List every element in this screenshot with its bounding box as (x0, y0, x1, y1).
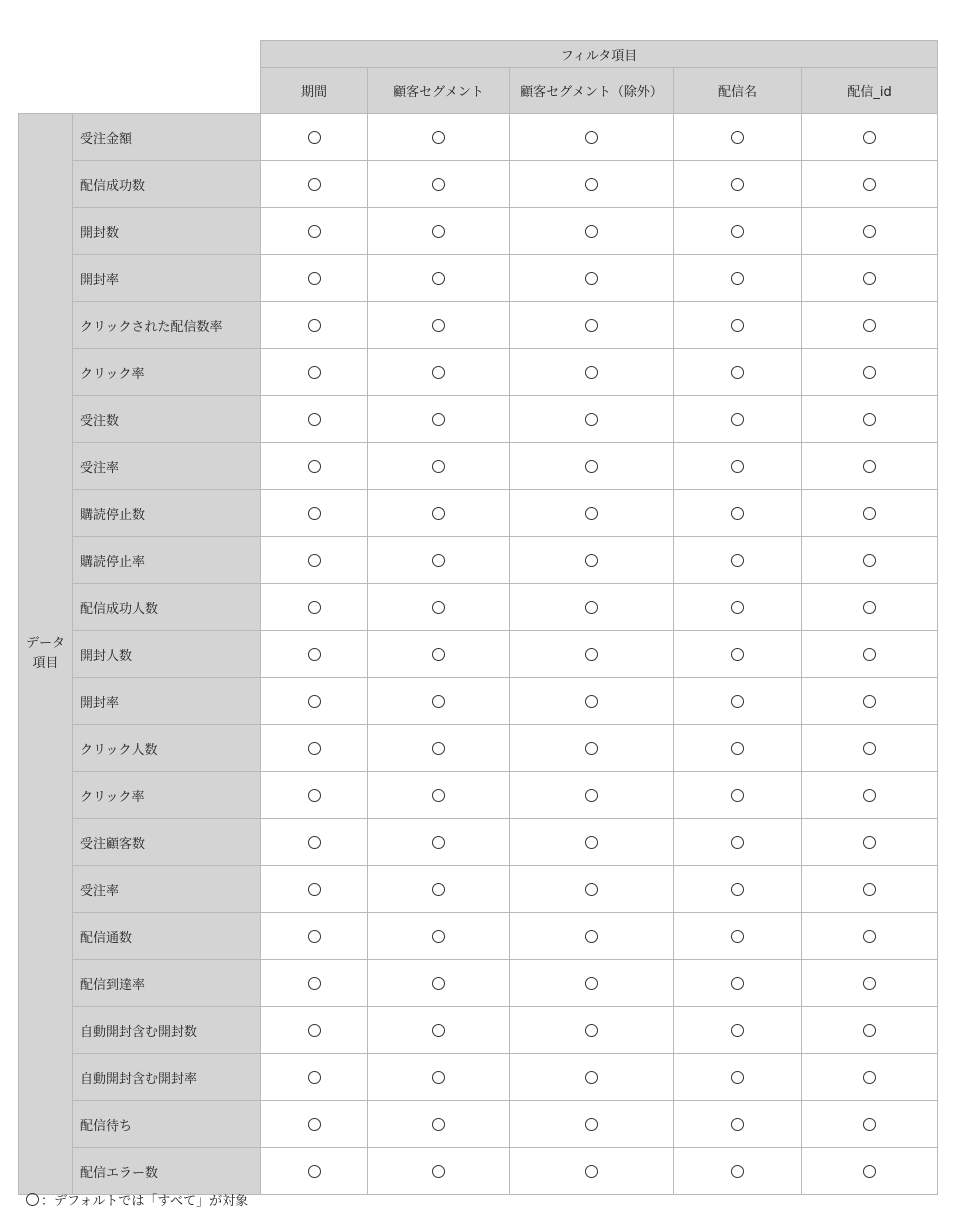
circle-icon (585, 272, 598, 285)
matrix-cell (261, 349, 368, 396)
circle-icon (863, 648, 876, 661)
table-row (19, 913, 938, 960)
matrix-cell (674, 1148, 802, 1195)
circle-icon (585, 883, 598, 896)
circle-icon (308, 225, 321, 238)
circle-icon (432, 742, 445, 755)
circle-icon (308, 366, 321, 379)
circle-icon (308, 1024, 321, 1037)
matrix-cell (368, 396, 510, 443)
circle-icon (731, 648, 744, 661)
matrix-cell (510, 443, 674, 490)
matrix-cell (674, 255, 802, 302)
matrix-cell (510, 631, 674, 678)
row-label: 受注率 (73, 443, 261, 490)
circle-icon (585, 648, 598, 661)
circle-icon (863, 1071, 876, 1084)
matrix-cell (368, 772, 510, 819)
row-label: クリック率 (73, 349, 261, 396)
circle-icon (731, 366, 744, 379)
matrix-cell (510, 1007, 674, 1054)
matrix-cell (802, 490, 938, 537)
matrix-cell (802, 584, 938, 631)
circle-icon (731, 1071, 744, 1084)
circle-icon (432, 695, 445, 708)
matrix-cell (802, 255, 938, 302)
circle-icon (308, 507, 321, 520)
table-row (19, 396, 938, 443)
circle-icon (432, 883, 445, 896)
circle-icon (432, 413, 445, 426)
circle-icon (863, 413, 876, 426)
row-label: 購読停止数 (73, 490, 261, 537)
matrix-cell (261, 161, 368, 208)
circle-icon (863, 460, 876, 473)
matrix-cell (261, 631, 368, 678)
circle-icon (863, 1024, 876, 1037)
circle-icon (585, 789, 598, 802)
circle-icon (585, 225, 598, 238)
circle-icon (731, 695, 744, 708)
circle-icon (731, 225, 744, 238)
circle-icon (432, 319, 445, 332)
circle-icon (863, 742, 876, 755)
circle-icon (731, 883, 744, 896)
circle-icon (308, 789, 321, 802)
matrix-cell (802, 208, 938, 255)
column-header-delivery-name: 配信名 (674, 68, 802, 114)
matrix-cell (674, 537, 802, 584)
matrix-cell (802, 1101, 938, 1148)
matrix-cell (802, 772, 938, 819)
column-header-segment-exclude: 顧客セグメント（除外） (510, 68, 674, 114)
matrix-cell (674, 678, 802, 725)
circle-icon (432, 1024, 445, 1037)
matrix-cell (802, 1007, 938, 1054)
matrix-cell (261, 255, 368, 302)
circle-icon (731, 1118, 744, 1131)
table-row (19, 1007, 938, 1054)
side-header-line: 項目 (32, 656, 59, 671)
matrix-cell (674, 1101, 802, 1148)
row-label: 配信エラー数 (73, 1148, 261, 1195)
table-row (19, 114, 938, 161)
matrix-cell (674, 443, 802, 490)
column-header-segment: 顧客セグメント (368, 68, 510, 114)
circle-icon (731, 554, 744, 567)
circle-icon (308, 554, 321, 567)
side-header-line: データ (25, 636, 65, 651)
table-row (19, 866, 938, 913)
circle-icon (585, 1118, 598, 1131)
table-row (19, 772, 938, 819)
circle-icon (863, 554, 876, 567)
row-label: 自動開封含む開封数 (73, 1007, 261, 1054)
matrix-cell (674, 208, 802, 255)
matrix-cell (368, 960, 510, 1007)
matrix-cell (674, 114, 802, 161)
row-label: 配信通数 (73, 913, 261, 960)
circle-icon (432, 1118, 445, 1131)
table-row (19, 208, 938, 255)
matrix-cell (674, 631, 802, 678)
circle-icon (863, 977, 876, 990)
circle-icon (308, 695, 321, 708)
matrix-cell (510, 490, 674, 537)
circle-icon (308, 460, 321, 473)
matrix-cell (368, 725, 510, 772)
footnote (26, 1190, 248, 1209)
circle-icon (432, 507, 445, 520)
matrix-cell (368, 584, 510, 631)
circle-icon (585, 977, 598, 990)
circle-icon (308, 413, 321, 426)
circle-icon (432, 1165, 445, 1178)
circle-icon (731, 836, 744, 849)
matrix-cell (802, 913, 938, 960)
circle-icon (585, 366, 598, 379)
matrix-cell (802, 960, 938, 1007)
circle-icon (731, 1024, 744, 1037)
matrix-cell (802, 537, 938, 584)
circle-icon (432, 930, 445, 943)
matrix-cell (674, 913, 802, 960)
table-row (19, 302, 938, 349)
matrix-cell (510, 960, 674, 1007)
matrix-cell (674, 161, 802, 208)
circle-icon (863, 789, 876, 802)
circle-icon (731, 789, 744, 802)
matrix-cell (802, 819, 938, 866)
circle-icon (731, 131, 744, 144)
matrix-cell (261, 208, 368, 255)
circle-icon (308, 883, 321, 896)
matrix-cell (674, 349, 802, 396)
column-header-delivery-id: 配信_id (802, 68, 938, 114)
table-row (19, 678, 938, 725)
circle-icon (308, 131, 321, 144)
filter-group-header: フィルタ項目 (261, 41, 938, 68)
matrix-cell (261, 1101, 368, 1148)
matrix-cell (368, 255, 510, 302)
circle-icon (585, 742, 598, 755)
circle-icon (432, 554, 445, 567)
table-row (19, 1054, 938, 1101)
circle-icon (585, 554, 598, 567)
circle-icon (432, 460, 445, 473)
matrix-cell (510, 349, 674, 396)
circle-icon (308, 272, 321, 285)
matrix-cell (510, 1148, 674, 1195)
matrix-cell (674, 1054, 802, 1101)
matrix-cell (674, 396, 802, 443)
matrix-cell (368, 913, 510, 960)
matrix-cell (510, 819, 674, 866)
matrix-cell (261, 537, 368, 584)
circle-icon (432, 225, 445, 238)
matrix-cell (802, 1054, 938, 1101)
matrix-cell (674, 772, 802, 819)
matrix-cell (510, 114, 674, 161)
matrix-cell (261, 490, 368, 537)
matrix-cell (368, 1007, 510, 1054)
matrix-cell (510, 772, 674, 819)
row-label: 配信到達率 (73, 960, 261, 1007)
table-row (19, 537, 938, 584)
table-row (19, 161, 938, 208)
circle-icon (585, 413, 598, 426)
circle-icon (863, 930, 876, 943)
data-items-side-header (19, 114, 73, 1195)
row-label: クリック人数 (73, 725, 261, 772)
circle-icon (731, 272, 744, 285)
circle-icon (731, 413, 744, 426)
circle-icon (585, 1165, 598, 1178)
circle-icon (863, 1165, 876, 1178)
matrix-cell (261, 584, 368, 631)
circle-icon (731, 1165, 744, 1178)
table-row (19, 584, 938, 631)
matrix-cell (368, 161, 510, 208)
matrix-cell (261, 396, 368, 443)
circle-icon (863, 225, 876, 238)
row-label: 開封数 (73, 208, 261, 255)
matrix-cell (368, 490, 510, 537)
row-label: 受注金額 (73, 114, 261, 161)
matrix-cell (368, 208, 510, 255)
circle-icon (26, 1193, 39, 1206)
circle-icon (308, 1071, 321, 1084)
column-header-period: 期間 (261, 68, 368, 114)
matrix-cell (510, 302, 674, 349)
matrix-cell (510, 1101, 674, 1148)
circle-icon (863, 601, 876, 614)
circle-icon (585, 507, 598, 520)
circle-icon (308, 601, 321, 614)
matrix-cell (368, 537, 510, 584)
row-label: クリックされた配信数率 (73, 302, 261, 349)
matrix-cell (368, 302, 510, 349)
row-label: 受注数 (73, 396, 261, 443)
circle-icon (863, 836, 876, 849)
row-label: 受注顧客数 (73, 819, 261, 866)
matrix-cell (674, 866, 802, 913)
table-row (19, 1101, 938, 1148)
circle-icon (432, 131, 445, 144)
circle-icon (731, 319, 744, 332)
matrix-cell (510, 584, 674, 631)
circle-icon (731, 601, 744, 614)
circle-icon (432, 1071, 445, 1084)
circle-icon (585, 460, 598, 473)
matrix-cell (674, 819, 802, 866)
circle-icon (863, 366, 876, 379)
corner-blank (19, 41, 261, 114)
matrix-cell (261, 913, 368, 960)
matrix-cell (802, 1148, 938, 1195)
matrix-cell (261, 772, 368, 819)
circle-icon (863, 1118, 876, 1131)
circle-icon (585, 930, 598, 943)
table-row (19, 255, 938, 302)
table-row (19, 960, 938, 1007)
circle-icon (308, 742, 321, 755)
table-row (19, 725, 938, 772)
matrix-cell (674, 490, 802, 537)
circle-icon (432, 601, 445, 614)
matrix-cell (802, 678, 938, 725)
matrix-cell (802, 114, 938, 161)
filter-matrix-table (18, 40, 938, 1195)
row-label: 開封率 (73, 678, 261, 725)
matrix-cell (510, 678, 674, 725)
matrix-cell (802, 443, 938, 490)
circle-icon (863, 272, 876, 285)
circle-icon (731, 930, 744, 943)
row-label: 購読停止率 (73, 537, 261, 584)
circle-icon (731, 742, 744, 755)
matrix-cell (368, 1148, 510, 1195)
matrix-cell (802, 302, 938, 349)
matrix-cell (510, 161, 674, 208)
circle-icon (308, 836, 321, 849)
matrix-cell (261, 1148, 368, 1195)
matrix-cell (261, 866, 368, 913)
table-row (19, 443, 938, 490)
row-label: 自動開封含む開封率 (73, 1054, 261, 1101)
matrix-cell (674, 302, 802, 349)
matrix-cell (510, 1054, 674, 1101)
matrix-cell (261, 114, 368, 161)
matrix-cell (261, 443, 368, 490)
circle-icon (731, 460, 744, 473)
row-label: クリック率 (73, 772, 261, 819)
row-label: 配信成功人数 (73, 584, 261, 631)
circle-icon (432, 977, 445, 990)
circle-icon (308, 319, 321, 332)
matrix-cell (802, 866, 938, 913)
matrix-cell (261, 1054, 368, 1101)
circle-icon (585, 601, 598, 614)
circle-icon (308, 648, 321, 661)
circle-icon (308, 930, 321, 943)
row-label: 配信成功数 (73, 161, 261, 208)
circle-icon (863, 319, 876, 332)
row-label: 受注率 (73, 866, 261, 913)
matrix-cell (510, 725, 674, 772)
matrix-cell (368, 678, 510, 725)
matrix-cell (368, 866, 510, 913)
matrix-cell (368, 631, 510, 678)
row-label: 配信待ち (73, 1101, 261, 1148)
matrix-cell (368, 443, 510, 490)
matrix-cell (261, 960, 368, 1007)
circle-icon (308, 977, 321, 990)
circle-icon (585, 1024, 598, 1037)
circle-icon (585, 131, 598, 144)
circle-icon (585, 695, 598, 708)
matrix-cell (802, 161, 938, 208)
circle-icon (308, 1118, 321, 1131)
circle-icon (863, 131, 876, 144)
circle-icon (432, 836, 445, 849)
matrix-cell (802, 349, 938, 396)
circle-icon (308, 1165, 321, 1178)
circle-icon (432, 366, 445, 379)
matrix-cell (368, 1054, 510, 1101)
matrix-cell (510, 866, 674, 913)
matrix-cell (368, 819, 510, 866)
matrix-cell (261, 678, 368, 725)
matrix-cell (802, 631, 938, 678)
table-row (19, 349, 938, 396)
matrix-cell (674, 725, 802, 772)
matrix-cell (802, 396, 938, 443)
matrix-cell (510, 396, 674, 443)
row-label: 開封率 (73, 255, 261, 302)
row-label: 開封人数 (73, 631, 261, 678)
circle-icon (432, 272, 445, 285)
circle-icon (731, 507, 744, 520)
circle-icon (863, 178, 876, 191)
footnote-text: ：デフォルトでは「すべて」が対象 (41, 1194, 249, 1209)
circle-icon (731, 977, 744, 990)
table-row (19, 631, 938, 678)
matrix-cell (510, 208, 674, 255)
circle-icon (585, 1071, 598, 1084)
matrix-cell (368, 349, 510, 396)
matrix-cell (674, 1007, 802, 1054)
circle-icon (308, 178, 321, 191)
matrix-cell (368, 1101, 510, 1148)
circle-icon (432, 648, 445, 661)
matrix-cell (510, 537, 674, 584)
circle-icon (863, 883, 876, 896)
matrix-cell (261, 302, 368, 349)
circle-icon (863, 507, 876, 520)
circle-icon (585, 836, 598, 849)
circle-icon (432, 789, 445, 802)
matrix-cell (261, 725, 368, 772)
matrix-cell (674, 960, 802, 1007)
table-row (19, 490, 938, 537)
circle-icon (585, 178, 598, 191)
matrix-cell (510, 913, 674, 960)
table-row (19, 1148, 938, 1195)
matrix-cell (674, 584, 802, 631)
circle-icon (731, 178, 744, 191)
table-row (19, 819, 938, 866)
matrix-cell (261, 819, 368, 866)
matrix-cell (802, 725, 938, 772)
matrix-cell (510, 255, 674, 302)
matrix-cell (261, 1007, 368, 1054)
circle-icon (585, 319, 598, 332)
circle-icon (432, 178, 445, 191)
matrix-cell (368, 114, 510, 161)
circle-icon (863, 695, 876, 708)
